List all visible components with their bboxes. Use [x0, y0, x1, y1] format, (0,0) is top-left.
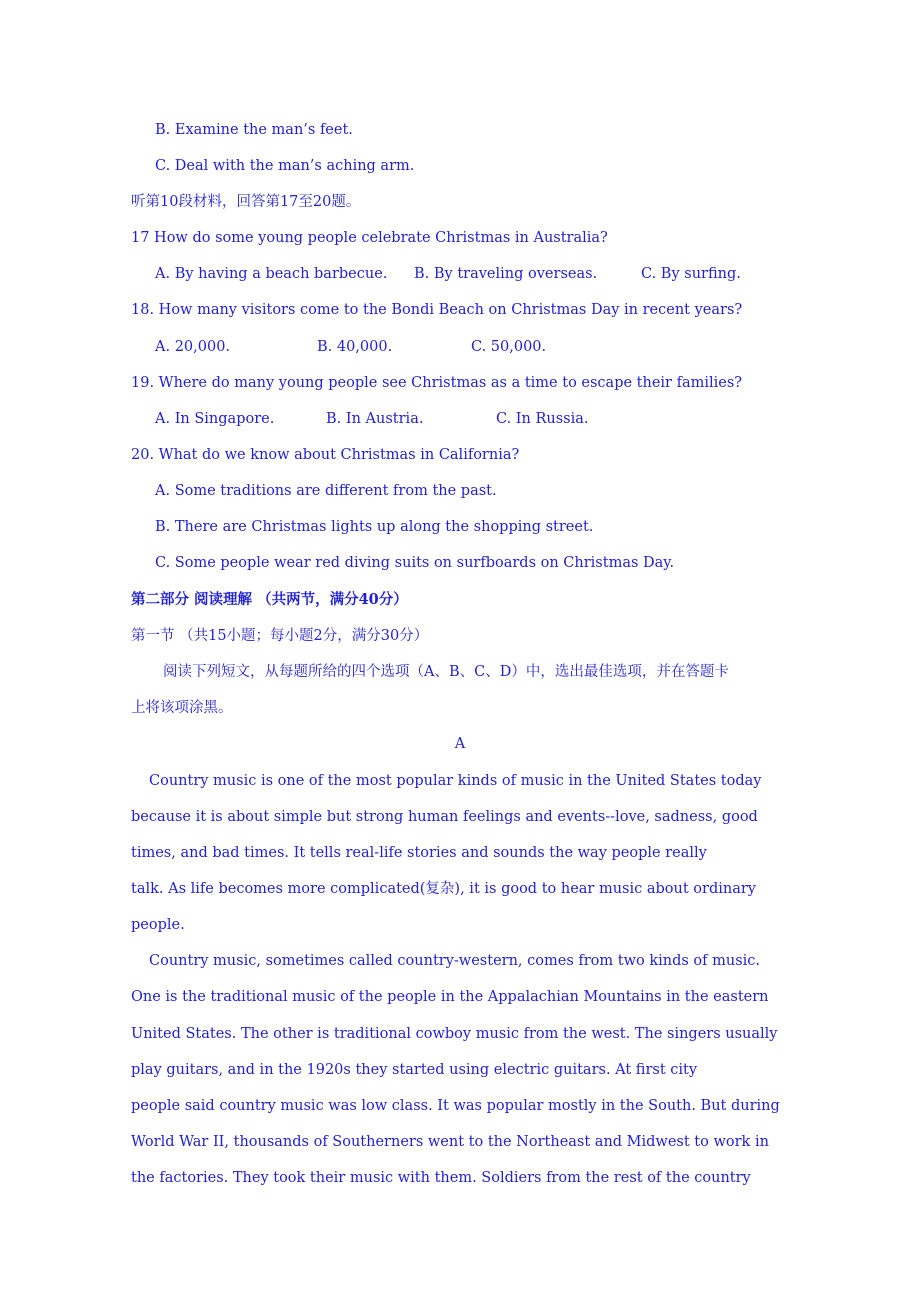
section-10-intro: 听第10段材料，回答第17至20题。 [131, 194, 361, 210]
passage-line: people said country music was low class. It was popular mostly in the South. But during [131, 1098, 780, 1114]
passage-line: One is the traditional music of the people in the Appalachian Mountains in the eastern [131, 989, 769, 1005]
q18-question: 18. How many visitors come to the Bondi Beach on Christmas Day in recent years? [131, 302, 743, 318]
q16-option-b: B. Examine the man’s feet. [155, 122, 353, 138]
passage-a-label: A [454, 736, 466, 752]
part2-instruction-line1: 阅读下列短文，从每题所给的四个选项（A、B、C、D）中，选出最佳选项，并在答题卡 [163, 664, 729, 680]
passage-line: talk. As life becomes more complicated(复杂), it is good to hear music about ordinary [131, 881, 756, 897]
q19-option-a: A. In Singapore. [155, 411, 275, 427]
part2-instruction-line2: 上将该项涂黑。 [131, 700, 233, 716]
passage-line: times, and bad times. It tells real-life stories and sounds the way people really [131, 845, 707, 861]
q19-option-c: C. In Russia. [496, 411, 589, 427]
passage-line: because it is about simple but strong human feelings and events--love, sadness, good [131, 809, 758, 825]
q20-question: 20. What do we know about Christmas in California? [131, 447, 520, 463]
q20-option-a: A. Some traditions are different from the past. [155, 483, 497, 499]
part2-section1: 第一节 （共15小题；每小题2分，满分30分） [131, 628, 429, 644]
q16-option-c: C. Deal with the man’s aching arm. [155, 158, 415, 174]
passage-line: people. [131, 917, 185, 933]
q17-question: 17 How do some young people celebrate Christmas in Australia? [131, 230, 608, 246]
passage-line: Country music is one of the most popular kinds of music in the United States today [149, 773, 762, 789]
passage-line: play guitars, and in the 1920s they started using electric guitars. At first city [131, 1062, 698, 1078]
passage-line: Country music, sometimes called country-western, comes from two kinds of music. [149, 953, 761, 969]
q19-question: 19. Where do many young people see Christmas as a time to escape their families? [131, 375, 743, 391]
q20-option-c: C. Some people wear red diving suits on surfboards on Christmas Day. [155, 555, 675, 571]
passage-line: the factories. They took their music with them. Soldiers from the rest of the country [131, 1170, 751, 1186]
part2-heading: 第二部分 阅读理解 （共两节，满分40分） [131, 591, 408, 608]
q18-option-c: C. 50,000. [471, 339, 547, 355]
q17-option-a: A. By having a beach barbecue. [155, 266, 388, 282]
passage-line: World War II, thousands of Southerners went to the Northeast and Midwest to work in [131, 1134, 769, 1150]
q18-option-a: A. 20,000. [155, 339, 231, 355]
q17-option-b: B. By traveling overseas. [414, 266, 598, 282]
q20-option-b: B. There are Christmas lights up along the shopping street. [155, 519, 594, 535]
passage-line: United States. The other is traditional cowboy music from the west. The singers usually [131, 1026, 778, 1042]
q17-option-c: C. By surfing. [641, 266, 741, 282]
q18-option-b: B. 40,000. [317, 339, 393, 355]
q19-option-b: B. In Austria. [326, 411, 424, 427]
